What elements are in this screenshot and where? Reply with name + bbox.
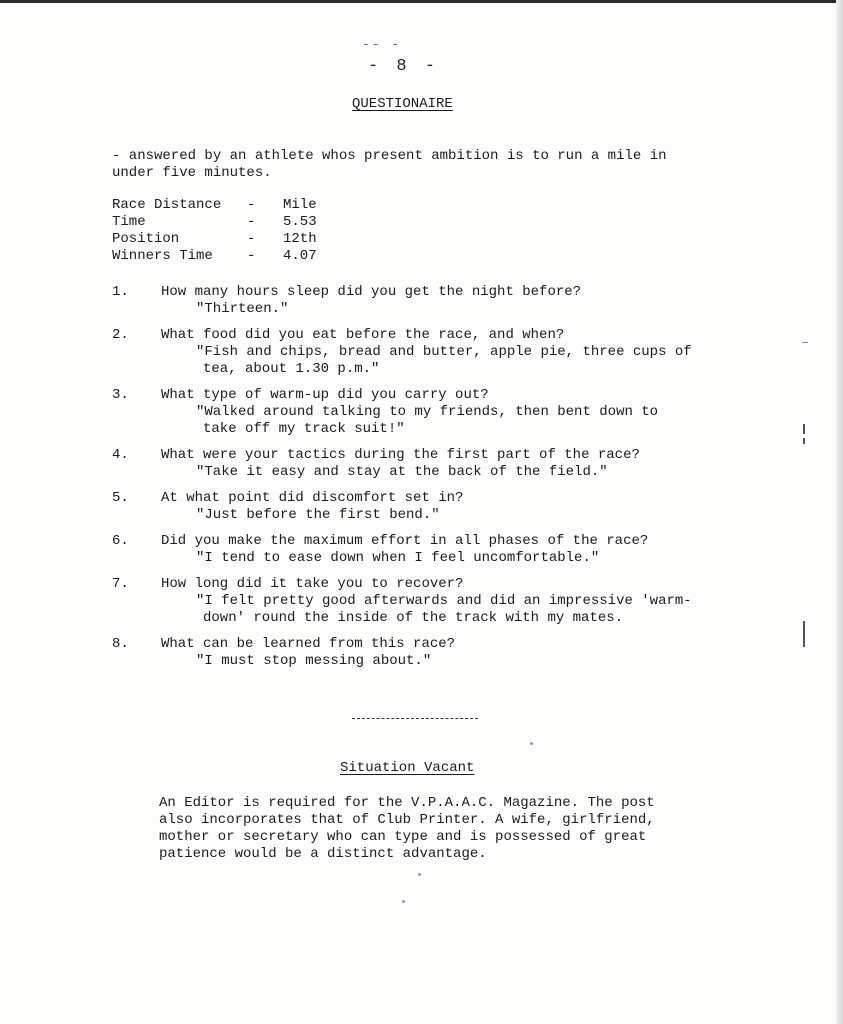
question-text: What were your tactics during the first part of the race? [161, 447, 640, 463]
stat-value: 4.07 [283, 248, 317, 264]
stat-row-winners-time [112, 248, 317, 265]
page-right-edge [836, 0, 843, 1024]
stat-value: Mile [283, 197, 317, 213]
question-text: What can be learned from this race? [161, 636, 456, 652]
question-number: 3. [112, 387, 129, 403]
question-text: Did you make the maximum effort in all phases of the race? [161, 533, 649, 549]
margin-mark [803, 438, 805, 444]
question-number: 8. [112, 636, 129, 652]
answer-text: "Thirteen." [196, 301, 289, 317]
stat-dash: - [247, 214, 256, 230]
situation-vacant-title: Situation Vacant [340, 760, 475, 776]
qa-item [112, 327, 702, 378]
section-separator [352, 718, 478, 720]
situation-vacant-text: An Editor is required for the V.P.A.A.C. Magazine. The post also incorporates that of Club Printer. A wife, girlfriend, mother or secretary who can type and is possessed of great patience would be a distinct advantage. [159, 795, 655, 862]
stat-label: Winners Time [112, 248, 213, 264]
answer-text: "I felt pretty good afterwards and did an impressive 'warm-down' round the inside of the track with my mates. [196, 593, 692, 626]
margin-mark [803, 621, 805, 647]
question-number: 1. [112, 284, 129, 300]
answer-text: "Walked around talking to my friends, then bent down to take off my track suit!" [196, 404, 659, 437]
answer-text: "Fish and chips, bread and butter, apple pie, three cups of tea, about 1.30 p.m." [196, 344, 692, 377]
questionnaire-title: QUESTIONAIRE [352, 96, 453, 112]
answer-text: "I tend to ease down when I feel uncomfortable." [196, 550, 600, 566]
qa-item [112, 636, 702, 670]
questionnaire-list [112, 284, 702, 670]
question-text: What type of warm-up did you carry out? [161, 387, 489, 403]
question-number: 4. [112, 447, 129, 463]
stat-label: Race Distance [112, 197, 222, 213]
qa-item [112, 533, 702, 567]
question-text: How long did it take you to recover? [161, 576, 464, 592]
question-text: At what point did discomfort set in? [161, 490, 464, 506]
paper-speck [418, 873, 421, 876]
race-stats [112, 197, 317, 265]
stat-row-distance [112, 197, 317, 214]
stat-dash: - [247, 197, 256, 213]
paper-speck [530, 742, 533, 745]
stat-value: 12th [283, 231, 317, 247]
page-top-edge [0, 0, 843, 3]
question-text: How many hours sleep did you get the night before? [161, 284, 582, 300]
question-number: 6. [112, 533, 129, 549]
header-dash-mark: -- - [362, 37, 402, 52]
stat-label: Position [112, 231, 180, 247]
answer-text: "Just before the first bend." [196, 507, 440, 523]
answer-text: "I must stop messing about." [196, 653, 432, 669]
paper-speck [402, 900, 405, 903]
questionnaire-intro: - answered by an athlete whos present ambition is to run a mile in under five minutes. [112, 148, 667, 181]
question-text: What food did you eat before the race, and when? [161, 327, 565, 343]
question-number: 2. [112, 327, 129, 343]
margin-mark [802, 342, 808, 343]
answer-text: "Take it easy and stay at the back of the field." [196, 464, 608, 480]
qa-item [112, 490, 702, 524]
stat-row-position [112, 231, 317, 248]
stat-value: 5.53 [283, 214, 317, 230]
stat-dash: - [247, 248, 256, 264]
stat-dash: - [247, 231, 256, 247]
question-number: 5. [112, 490, 129, 506]
question-number: 7. [112, 576, 129, 592]
qa-item [112, 284, 702, 318]
stat-row-time [112, 214, 317, 231]
stat-label: Time [112, 214, 146, 230]
qa-item [112, 576, 702, 627]
page-number: - 8 - [368, 57, 440, 76]
qa-item [112, 387, 702, 438]
qa-item [112, 447, 702, 481]
margin-mark [803, 424, 805, 434]
